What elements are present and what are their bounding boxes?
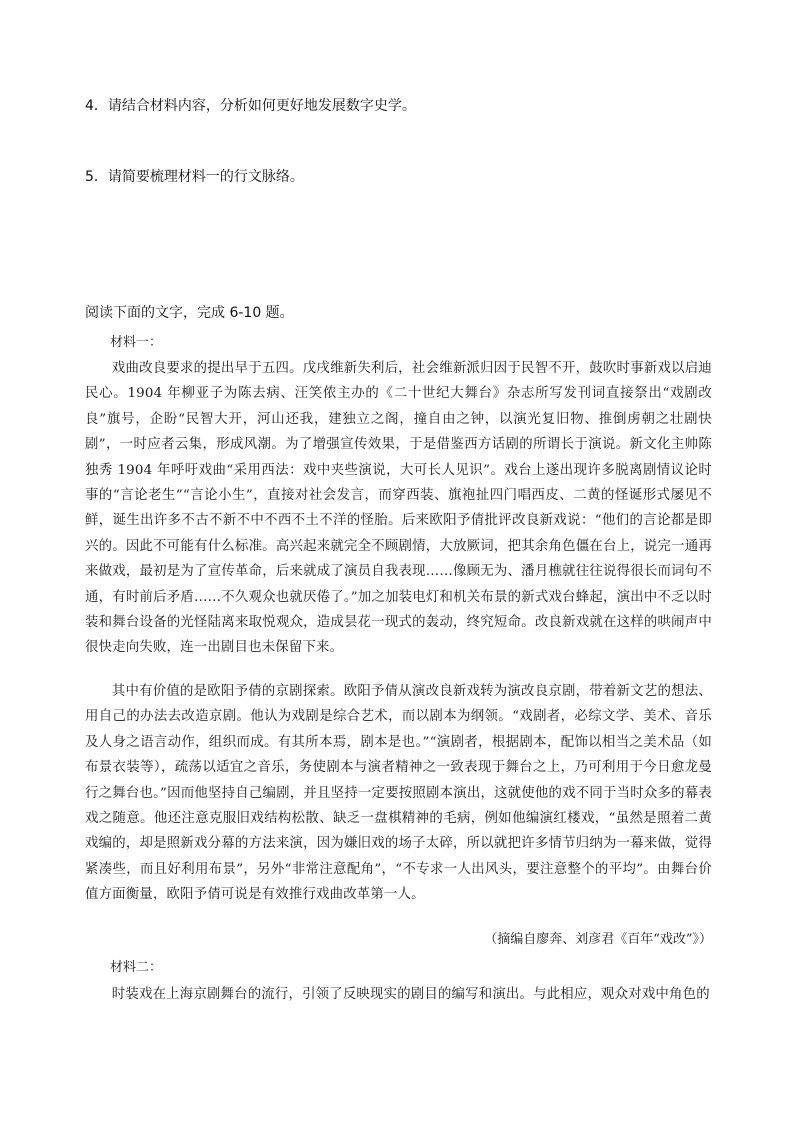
reading-intro: 阅读下面的文字，完成 6-10 题。 (85, 305, 294, 321)
material-2-label: 材料二： (110, 960, 163, 975)
question-4: 4．请结合材料内容，分析如何更好地发展数字史学。 (85, 98, 416, 114)
question-5: 5．请简要梳理材料一的行文脉络。 (85, 169, 304, 185)
material-1-source: （摘编自廖奔、刘彦君《百年“戏改”》） (484, 932, 712, 947)
material-1-paragraph-1: 戏曲改良要求的提出早于五四。戊戌维新失利后，社会维新派归因于民智不开，鼓吹时事新戏以启迪民心。1904 年柳亚子为陈去病、汪笑侬主办的《二十世纪大舞台》杂志所写发刊词直接祭出“戏剧改良”旗号，企盼“民智大开，河山还我，建独立之阁，撞自由之钟，以演光复旧物、推倒虏朝之壮剧快剧”，一时应者云集，形成风潮。为了增强宣传效果，于是借鉴西方话剧的所谓长于演说。新文化主帅陈独秀 1904 年呼吁戏曲“采用西法：戏中夹些演说，大可长人见识”。戏台上遂出现许多脱离剧情议论时事的“言论老生”“言论小生”，直接对社会发言，而穿西装、旗袍扯四门唱西皮、二黄的怪诞形式屡见不鲜，诞生出许多不古不新不中不西不土不洋的怪胎。后来欧阳予倩批评改良新戏说：“他们的言论都是即兴的。因此不可能有什么标准。高兴起来就完全不顾剧情，大放厥词，把其余角色僵在台上，说完一通再来做戏，最初是为了宣传革命，后来就成了演员自我表现……像顾无为、潘月樵就往往说得很长而词句不通，有时前后矛盾……不久观众也就厌倦了。”加之加装电灯和机关布景的新式戏台蜂起，演出中不乏以时装和舞台设备的光怪陆离来取悦观众，造成昙花一现式的轰动，终究短命。改良新戏就在这样的哄闹声中很快走向失败，连一出剧目也未保留下来。 (85, 361, 712, 656)
material-2-paragraph-1: 时装戏在上海京剧舞台的流行，引领了反映现实的剧目的编写和演出。与此相应，观众对戏中角色的 (111, 987, 710, 1002)
material-1-paragraph-2: 其中有价值的是欧阳予倩的京剧探索。欧阳予倩从演改良新戏转为演改良京剧，带着新文艺的想法、用自己的办法去改造京剧。他认为戏剧是综合艺术，而以剧本为纲领。“戏剧者，必综文学、美术、音乐及人身之语言动作，组织而成。有其所本焉，剧本是也。”“演剧者，根据剧本，配饰以相当之美术品（如布景衣装等），疏荡以适宜之音乐，务使剧本与演者精神之一致表现于舞台之上，乃可利用于今日愈龙曼行之舞台也。”因而他坚持自己编剧，并且坚持一定要按照剧本演出，这就使他的戏不同于当时众多的幕表戏之随意。他还注意克服旧戏结构松散、缺乏一盘棋精神的毛病，例如他编演红楼戏，“虽然是照着二黄戏编的，却是照新戏分幕的方法来演，因为嫌旧戏的场子太碎，所以就把许多情节归纳为一幕来做，觉得紧凑些，而且好利用布景”，另外“非常注意配角”，“不专求一人出风头，要注意整个的平均”。由舞台价值方面衡量，欧阳予倩可说是有效推行戏曲改革第一人。 (85, 684, 712, 903)
material-1-label: 材料一： (110, 335, 163, 350)
